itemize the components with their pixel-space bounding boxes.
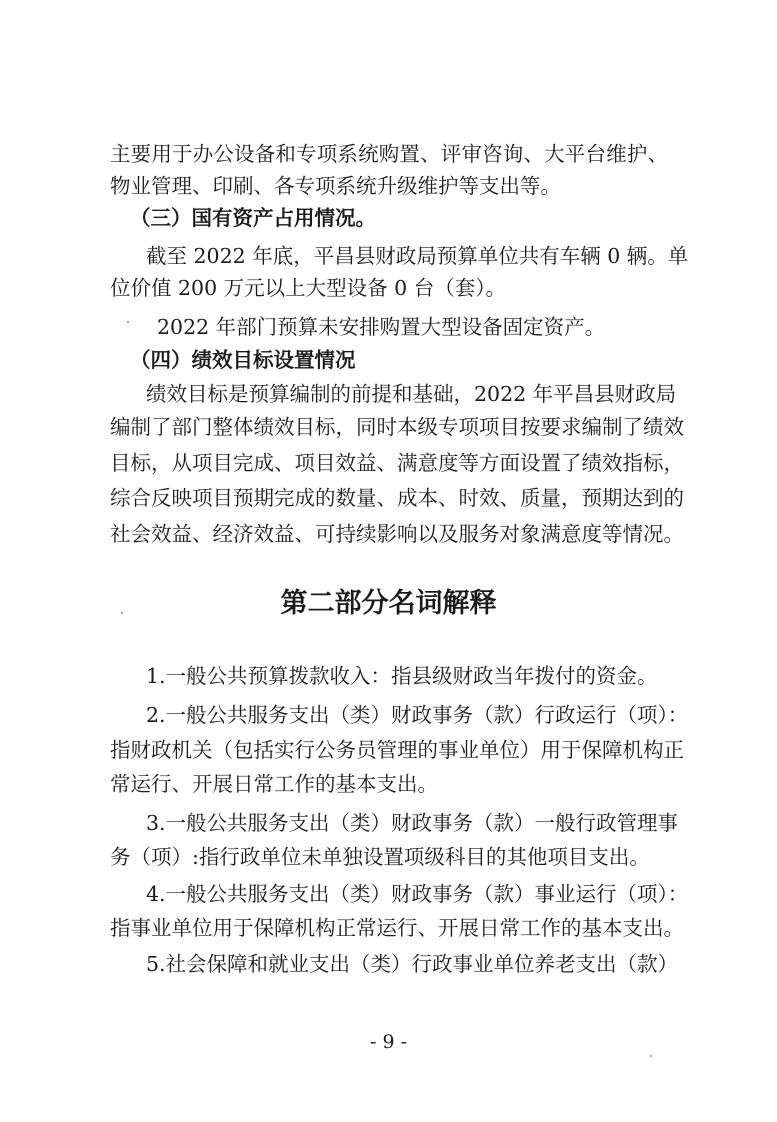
paragraph-line: 编制了部门整体绩效目标，同时本级专项项目按要求编制了绩效: [110, 415, 684, 439]
term-line: 指财政机关（包括实行公务员管理的事业单位）用于保障机构正: [110, 738, 684, 762]
term-line: 常运行、开展日常工作的基本支出。: [110, 772, 438, 796]
paragraph-line: 截至 2022 年底，平昌县财政局预算单位共有车辆 0 辆。单: [146, 244, 689, 268]
paragraph-line: 位价值 200 万元以上大型设备 0 台（套）。: [110, 276, 506, 300]
paragraph-line: 物业管理、印刷、各专项系统升级维护等支出等。: [110, 174, 561, 198]
term-item: 2.一般公共服务支出（类）财政事务（款）行政运行（项）：: [146, 703, 689, 727]
scan-speck: [121, 612, 123, 614]
term-line: 指事业单位用于保障机构正常运行、开展日常工作的基本支出。: [110, 916, 684, 940]
term-item: 5.社会保障和就业支出（类）行政事业单位养老支出（款）: [146, 952, 679, 976]
scan-speck: [650, 1055, 652, 1057]
paragraph-line: 主要用于办公设备和专项系统购置、评审咨询、大平台维护、: [110, 142, 668, 166]
term-item: 1.一般公共预算拨款收入：指县级财政当年拨付的资金。: [146, 664, 658, 688]
paragraph-line: 综合反映项目预期完成的数量、成本、时效、质量，预期达到的: [110, 486, 684, 510]
paragraph-line: 2022 年部门预算未安排购置大型设备固定资产。: [157, 315, 606, 339]
scan-speck: [127, 321, 129, 323]
term-item: 3.一般公共服务支出（类）财政事务（款）一般行政管理事: [146, 811, 679, 835]
section-heading-assets: （三）国有资产占用情况。: [130, 206, 376, 230]
paragraph-line: 社会效益、经济效益、可持续影响以及服务对象满意度等情况。: [110, 522, 684, 546]
paragraph-line: 目标，从项目完成、项目效益、满意度等方面设置了绩效指标，: [110, 451, 684, 475]
term-line: 务（项）:指行政单位未单独设置项级科目的其他项目支出。: [110, 845, 650, 869]
paragraph-line: 绩效目标是预算编制的前提和基础，2022 年平昌县财政局: [146, 382, 677, 406]
section-heading-performance: （四）绩效目标设置情况: [130, 348, 356, 372]
page-number: - 9 -: [369, 1031, 407, 1053]
term-item: 4.一般公共服务支出（类）财政事务（款）事业运行（项）：: [146, 882, 689, 906]
part-title: 第二部分名词解释: [280, 588, 497, 619]
